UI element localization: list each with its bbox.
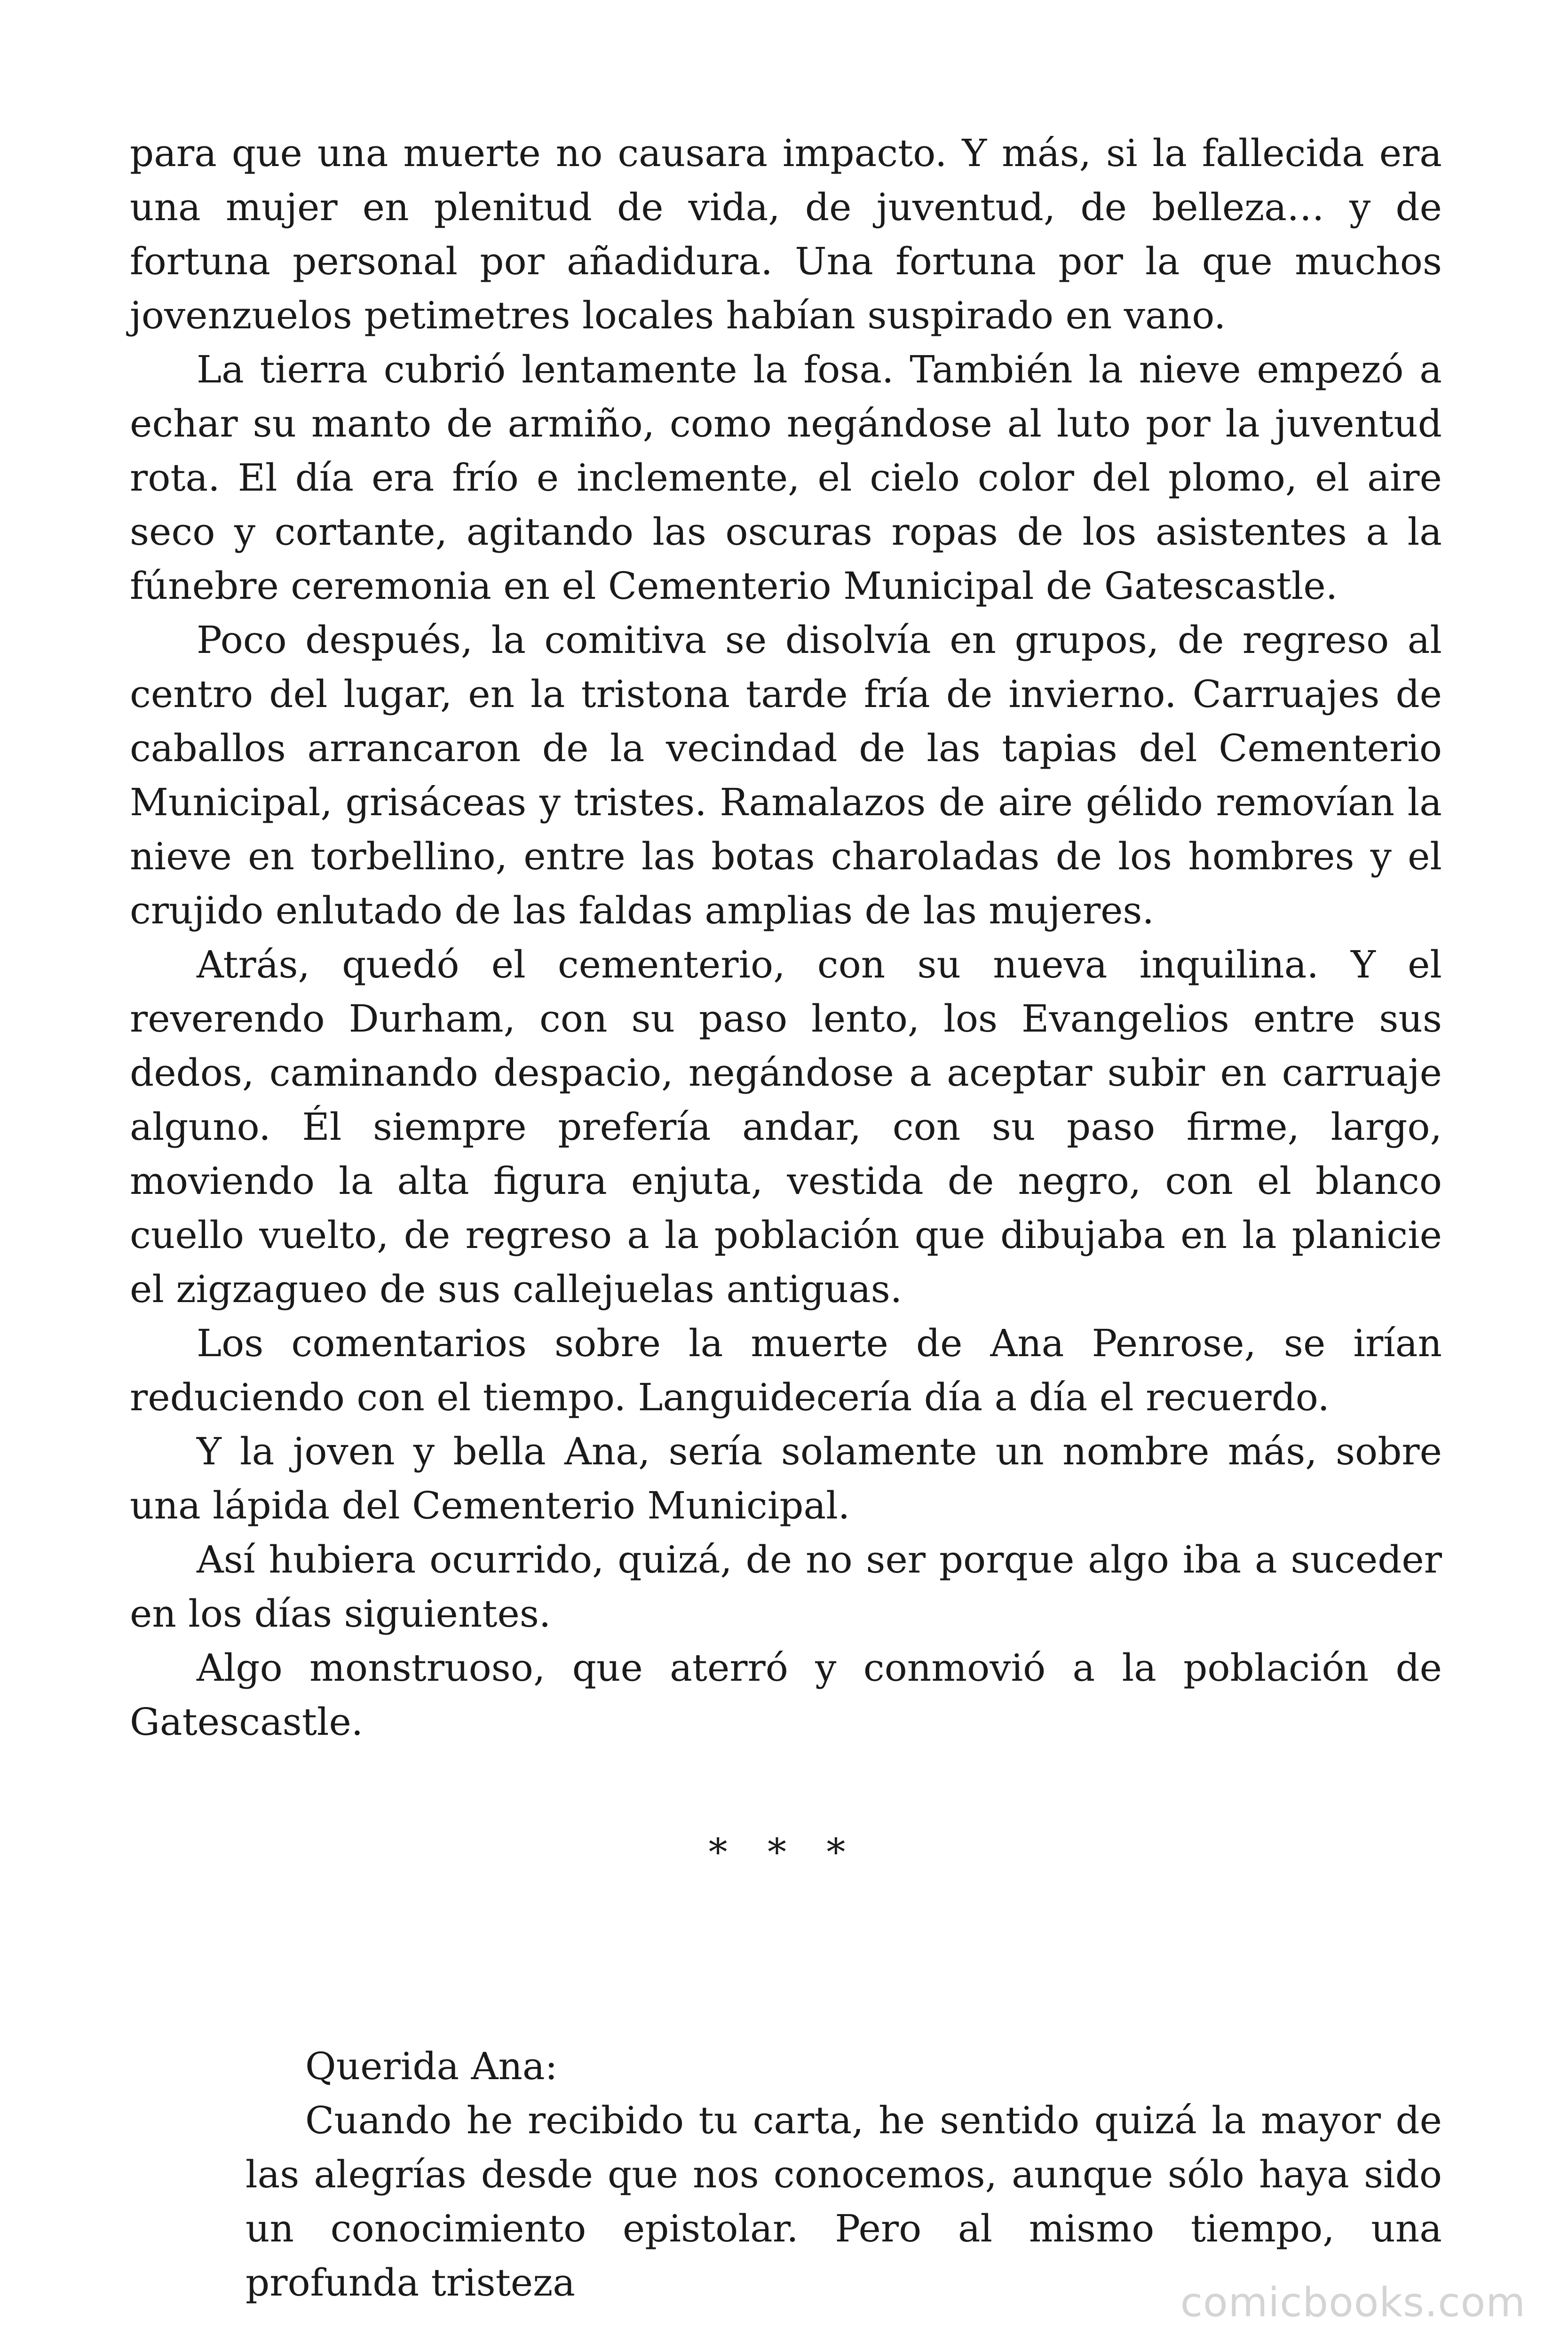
section-separator: * * * — [708, 1830, 860, 1874]
paragraph: Atrás, quedó el cementerio, con su nueva inquilina. Y el reverendo Durham, con su paso lento, los Evangelios entre sus dedos, caminando despacio, negándose a aceptar subir en carruaje alguno. Él siempre prefería andar, con su paso firme, largo, moviendo la alta figura enjuta, vestida de negro, con el blanco cuello vuelto, de regreso a la población que dibujaba en la planicie el zigzagueo de sus callejuelas antiguas. — [130, 943, 1442, 1311]
paragraph: Los comentarios sobre la muerte de Ana Penrose, se irían reduciendo con el tiempo. Languidecería día a día el recuerdo. — [130, 1321, 1442, 1419]
watermark: comicbooks.com — [1180, 2279, 1526, 2326]
letter-salutation: Querida Ana: — [305, 2044, 558, 2088]
paragraph: para que una muerte no causara impacto. Y más, si la fallecida era una mujer en plenitud de vida, de juventud, de belleza… y de fortuna personal por añadidura. Una fortuna por la que muchos jovenzuelos petimetres locales habían suspirado en vano. — [130, 131, 1442, 337]
letter — [245, 2039, 1442, 2310]
paragraph: Algo monstruoso, que aterró y conmovió a la población de Gatescastle. — [130, 1646, 1442, 1744]
paragraph: Y la joven y bella Ana, sería solamente un nombre más, sobre una lápida del Cementerio Municipal. — [130, 1430, 1442, 1527]
paragraph: Poco después, la comitiva se disolvía en grupos, de regreso al centro del lugar, en la tristona tarde fría de invierno. Carruajes de caballos arrancaron de la vecindad de las tapias del Cementerio Municipal, grisáceas y tristes. Ramalazos de aire gélido removían la nieve en torbellino, entre las botas charoladas de los hombres y el crujido enlutado de las faldas amplias de las mujeres. — [130, 618, 1442, 932]
body-text — [130, 126, 1442, 1749]
paragraph: La tierra cubrió lentamente la fosa. También la nieve empezó a echar su manto de armiño, como negándose al luto por la juventud rota. El día era frío e inclemente, el cielo color del plomo, el aire seco y cortante, agitando las oscuras ropas de los asistentes a la fúnebre ceremonia en el Cementerio Municipal de Gatescastle. — [130, 348, 1442, 608]
paragraph: Así hubiera ocurrido, quizá, de no ser porque algo iba a suceder en los días siguientes. — [130, 1538, 1442, 1636]
letter-body: Cuando he recibido tu carta, he sentido quizá la mayor de las alegrías desde que nos conocemos, aunque sólo haya sido un conocimiento epistolar. Pero al mismo tiempo, una profunda tristeza — [245, 2098, 1442, 2304]
